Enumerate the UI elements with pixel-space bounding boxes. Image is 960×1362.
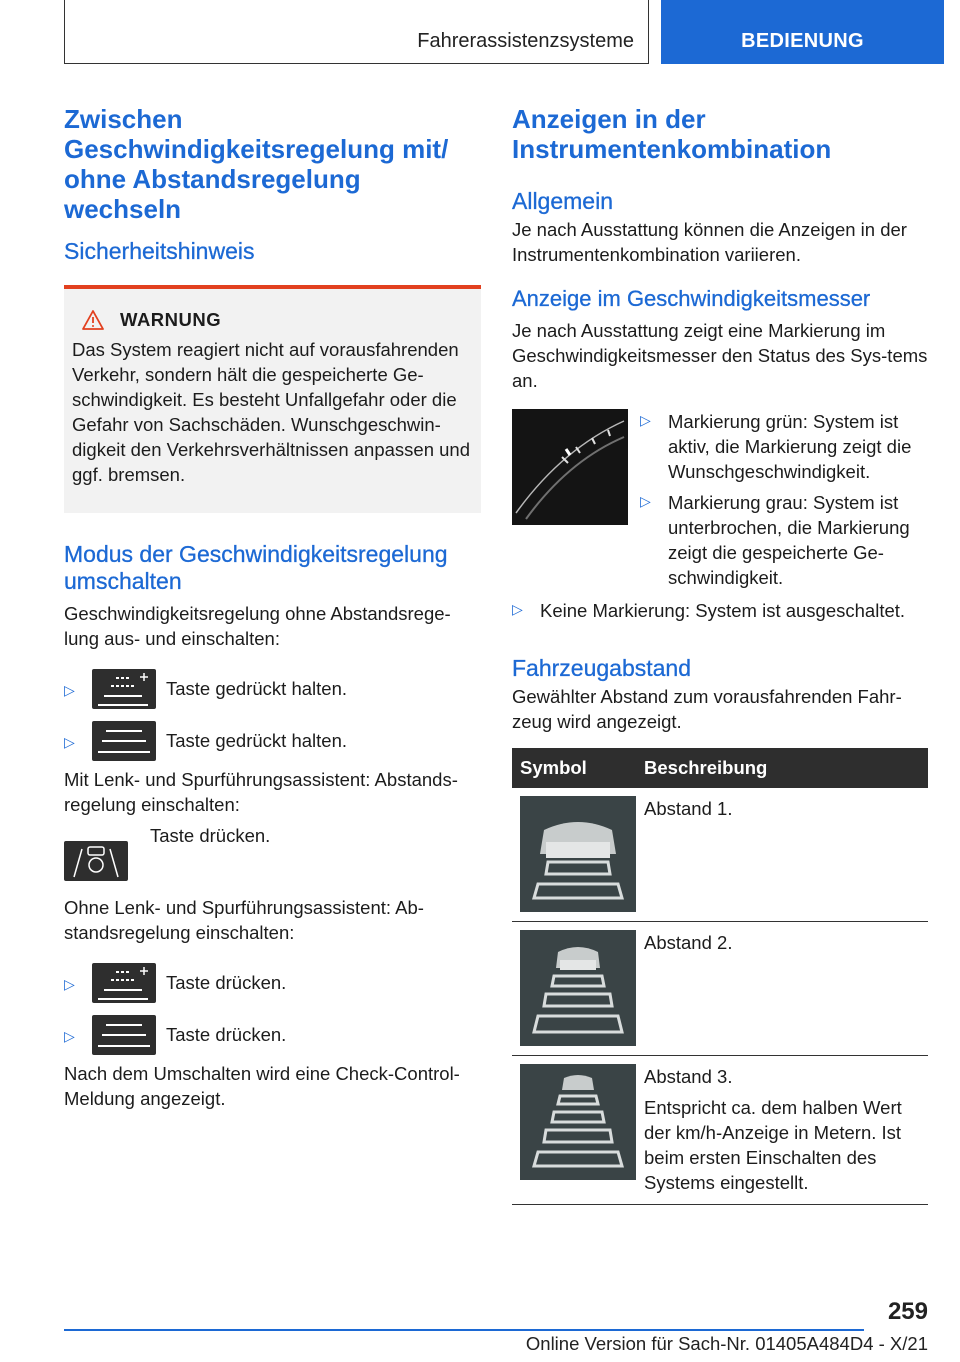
distance-heading: Fahrzeugabstand (512, 655, 692, 681)
page-number: 259 (887, 1298, 928, 1325)
list-item (64, 717, 481, 765)
step-b-2: Taste drücken. (166, 1024, 287, 1045)
header-chapter-title: BEDIENUNG (741, 30, 864, 52)
steps-a (64, 665, 481, 765)
right-title: Anzeigen in der Instrumentenkombination (512, 104, 832, 164)
steps-b (64, 959, 481, 1059)
bullet-triangle-icon: ▷ (64, 976, 75, 992)
warning-label: WARNUNG (120, 309, 222, 330)
bullet-triangle-icon: ▷ (64, 734, 75, 750)
warning-triangle-icon (82, 310, 104, 330)
mode-intro: Geschwindigkeitsregelung ohne Abstandsrege-lung aus- und einschalten: (64, 603, 451, 649)
table-header-symbol: Symbol (512, 748, 636, 788)
table-header-description: Beschreibung (636, 748, 928, 788)
acc-key-icon (92, 721, 156, 761)
bullet-triangle-icon: ▷ (640, 493, 651, 509)
speedo-heading: Anzeige im Geschwindigkeitsmesser (512, 286, 871, 311)
marker-green-text: Markierung grün: System ist aktiv, die Markierung zeigt die Wunschgeschwindigkeit. (668, 411, 912, 482)
list-item (640, 490, 928, 590)
bullet-triangle-icon: ▷ (64, 682, 75, 698)
general-text: Je nach Ausstattung können die Anzeigen in der Instrumentenkombination variieren. (512, 219, 907, 265)
header-chapter (661, 0, 944, 64)
warning-box (64, 285, 481, 513)
acc-plus-key-icon (92, 669, 156, 709)
speedometer-marker-image (512, 409, 628, 525)
distance-1-icon (520, 796, 636, 912)
steering-assist-key-icon (64, 841, 128, 881)
list-item (64, 1011, 481, 1059)
list-item (64, 825, 481, 881)
after-switch-text: Nach dem Umschalten wird eine Check-Control-Meldung angezeigt. (64, 1063, 460, 1109)
no-marker-text: Keine Markierung: System ist ausgeschaltet. (540, 600, 906, 621)
list-item (64, 959, 481, 1007)
mode-heading: Modus der Geschwindigkeitsregelung umschalten (64, 541, 448, 594)
table-row (512, 788, 928, 922)
left-column (64, 104, 481, 1111)
distance-3-desc: Abstand 3. (644, 1066, 733, 1087)
list-item (512, 598, 928, 623)
with-lka-text: Mit Lenk- und Spurführungsassistent: Abstands-regelung einschalten: (64, 769, 458, 815)
press-key-text: Taste drücken. (150, 825, 271, 846)
distance-2-icon (520, 930, 636, 1046)
footer-divider (64, 1329, 864, 1331)
left-title: Zwischen Geschwindigkeitsregelung mit/ ohne Abstandsregelung wechseln (64, 104, 449, 224)
right-column (512, 104, 928, 1205)
step-a-2: Taste gedrückt halten. (166, 730, 347, 751)
online-version-text: Online Version für Sach-Nr. 01405A484D4 - X/21 (525, 1333, 928, 1354)
marker-block (512, 409, 928, 590)
bullet-triangle-icon: ▷ (64, 1028, 75, 1044)
marker-grey-text: Markierung grau: System ist unterbrochen, die Markierung zeigt die gespeicherte Ge-schwindigkeit. (668, 492, 910, 588)
distance-3-icon (520, 1064, 636, 1180)
list-item (640, 409, 928, 484)
distance-table (512, 748, 928, 1205)
list-item (64, 665, 481, 713)
table-row (512, 922, 928, 1056)
acc-plus-key-icon (92, 963, 156, 1003)
header-section-title: Fahrerassistenzsysteme (417, 30, 634, 52)
speedo-text: Je nach Ausstattung zeigt eine Markierung im Geschwindigkeitsmesser den Status des Sys-tems an. (512, 320, 928, 391)
bullet-triangle-icon: ▷ (512, 601, 523, 617)
acc-key-icon (92, 1015, 156, 1055)
bullet-triangle-icon: ▷ (640, 412, 651, 428)
distance-text: Gewählter Abstand zum vorausfahrenden Fahr-zeug wird angezeigt. (512, 686, 902, 732)
table-row (512, 1056, 928, 1205)
step-a-1: Taste gedrückt halten. (166, 678, 347, 699)
general-heading: Allgemein (512, 188, 613, 214)
distance-2-desc: Abstand 2. (644, 932, 733, 953)
without-lka-text: Ohne Lenk- und Spurführungsassistent: Ab-standsregelung einschalten: (64, 897, 424, 943)
distance-1-desc: Abstand 1. (644, 798, 733, 819)
distance-3-extra: Entspricht ca. dem halben Wert der km/h-Anzeige in Metern. Ist beim ersten Einschalten des Systems eingestellt. (644, 1097, 902, 1193)
warning-text: Das System reagiert nicht auf vorausfahrenden Verkehr, sondern hält die gespeicherte Ge-schwindigkeit. Es besteht Unfallgefahr oder die Gefahr von Sachschäden. Wunschgeschwin-digkeit den Verkehrsverhältnissen anpassen und ggf. bremsen. (72, 339, 471, 485)
safety-heading: Sicherheitshinweis (64, 238, 255, 264)
step-b-1: Taste drücken. (166, 972, 287, 993)
header-section (64, 0, 649, 64)
